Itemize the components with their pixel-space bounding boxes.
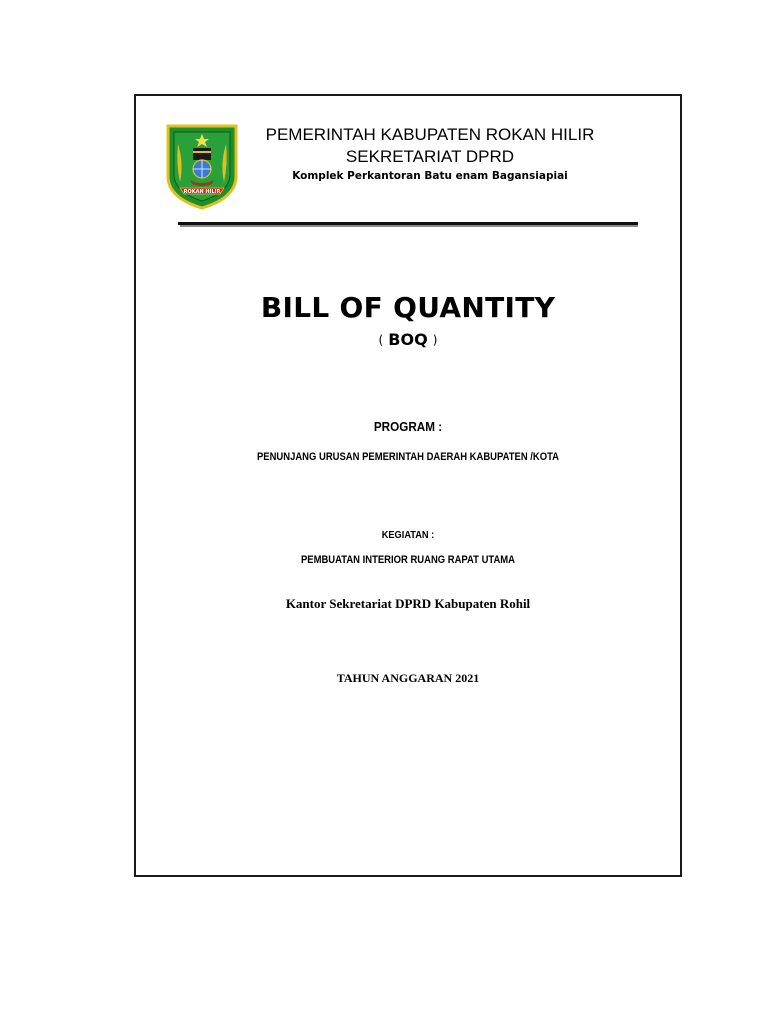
subtitle-close-paren: ): [432, 333, 438, 347]
cover-page-border: [134, 94, 682, 877]
document-subtitle: [134, 328, 682, 352]
program-value: PENUNJANG URUSAN PEMERINTAH DAERAH KABUPATEN /KOTA: [256, 451, 560, 463]
office-name: Kantor Sekretariat DPRD Kabupaten Rohil: [285, 596, 531, 611]
subtitle-boq: BOQ: [388, 330, 428, 349]
kegiatan-label: KEGIATAN :: [381, 529, 435, 541]
budget-year: TAHUN ANGGARAN 2021: [336, 671, 480, 685]
header-secretariat-name: SEKRETARIAT DPRD: [345, 147, 515, 166]
document-title: BILL OF QUANTITY: [260, 291, 556, 324]
program-label: PROGRAM :: [373, 419, 443, 434]
header-divider-shadow: [180, 225, 638, 227]
logo-banner-text: ROKAN HILIR: [183, 189, 221, 195]
subtitle-open-paren: (: [378, 333, 384, 347]
kegiatan-value: PEMBUATAN INTERIOR RUANG RAPAT UTAMA: [300, 554, 516, 566]
header-address: Komplek Perkantoran Batu enam Bagansiapiai: [292, 170, 568, 182]
rokan-hilir-emblem-icon: [166, 124, 238, 210]
header-government-name: PEMERINTAH KABUPATEN ROKAN HILIR: [265, 125, 595, 144]
